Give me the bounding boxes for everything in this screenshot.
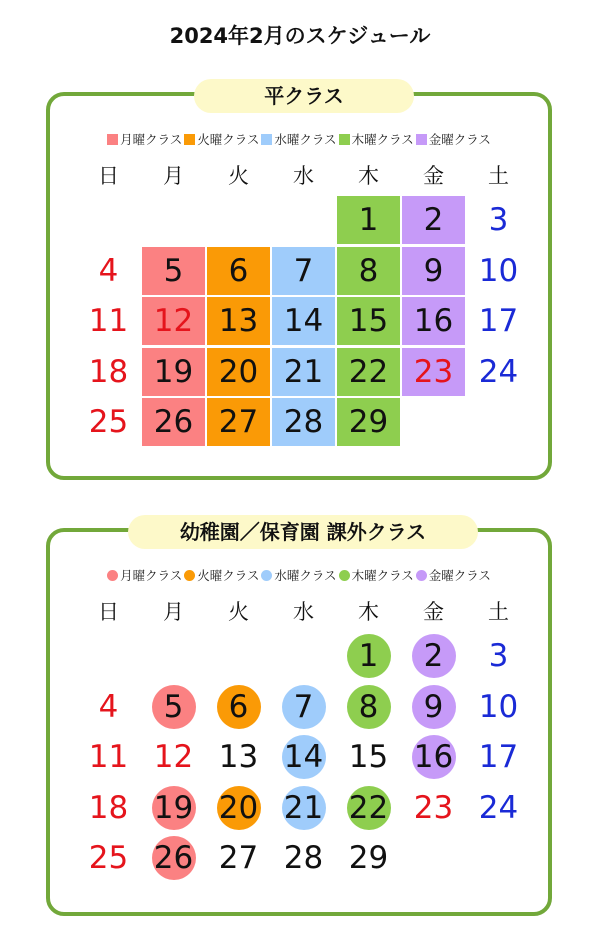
day-cell <box>272 834 335 882</box>
day-number: 19 <box>153 789 194 826</box>
day-number: 27 <box>218 404 259 440</box>
day-cell <box>337 297 400 345</box>
day-number: 6 <box>228 252 249 289</box>
day-cell <box>337 348 400 396</box>
calendar-title: 平クラス <box>194 79 414 113</box>
day-number: 25 <box>88 404 129 440</box>
day-cell <box>207 398 270 446</box>
day-cell <box>77 398 140 446</box>
day-cell <box>207 733 270 781</box>
day-cell <box>337 398 400 446</box>
legend-swatch <box>184 134 195 145</box>
day-cell <box>467 247 530 295</box>
weekday-header: 金 <box>423 600 444 624</box>
legend-label: 火曜クラス <box>197 568 260 583</box>
day-number: 5 <box>163 688 184 725</box>
day-number: 21 <box>283 353 324 390</box>
day-cell <box>207 247 270 295</box>
day-cell <box>77 348 140 396</box>
day-number: 28 <box>283 404 324 440</box>
legend-swatch <box>261 134 272 145</box>
day-number: 13 <box>218 303 259 339</box>
weekday-header: 日 <box>98 164 119 188</box>
day-cell <box>142 348 205 396</box>
day-cell <box>467 297 530 345</box>
day-number: 26 <box>153 840 194 876</box>
day-cell <box>272 784 335 832</box>
day-cell <box>467 683 530 731</box>
legend-item <box>107 130 182 148</box>
legend-swatch <box>261 570 272 581</box>
day-cell <box>207 683 270 731</box>
color-legend <box>50 566 548 584</box>
page-title: 2024年2月のスケジュール <box>169 24 431 48</box>
weekday-header: 火 <box>228 164 249 188</box>
day-number: 25 <box>88 840 129 876</box>
day-cell <box>467 733 530 781</box>
day-number: 2 <box>423 638 444 674</box>
day-number: 5 <box>163 252 184 289</box>
day-cell <box>272 348 335 396</box>
legend-item <box>107 566 182 584</box>
legend-swatch <box>339 570 350 581</box>
day-cell <box>272 683 335 731</box>
day-number: 24 <box>478 353 519 390</box>
day-cell <box>77 683 140 731</box>
legend-swatch <box>339 134 350 145</box>
weekday-header: 土 <box>488 164 509 188</box>
legend-swatch <box>416 570 427 581</box>
day-cell <box>207 348 270 396</box>
day-cell <box>142 784 205 832</box>
day-number: 3 <box>488 202 509 238</box>
day-cell <box>272 297 335 345</box>
day-cell <box>402 196 465 244</box>
day-number: 7 <box>293 688 314 725</box>
day-number: 15 <box>348 739 389 775</box>
day-number: 1 <box>358 202 379 238</box>
day-cell <box>272 247 335 295</box>
day-number: 28 <box>283 840 324 876</box>
legend-label: 木曜クラス <box>351 568 414 583</box>
weekday-header: 土 <box>488 600 509 624</box>
day-cell <box>77 247 140 295</box>
legend-item <box>339 566 414 584</box>
color-legend <box>50 130 548 148</box>
day-cell <box>337 196 400 244</box>
day-cell <box>402 733 465 781</box>
day-number: 20 <box>218 353 259 390</box>
day-cell <box>142 398 205 446</box>
day-cell <box>402 632 465 680</box>
day-cell <box>402 683 465 731</box>
day-cell <box>142 247 205 295</box>
legend-item <box>416 566 491 584</box>
day-cell <box>142 297 205 345</box>
day-cell <box>142 834 205 882</box>
day-number: 4 <box>98 688 119 725</box>
day-number: 3 <box>488 638 509 674</box>
day-cell <box>142 733 205 781</box>
day-number: 19 <box>153 353 194 390</box>
legend-item <box>184 566 259 584</box>
day-cell <box>337 733 400 781</box>
day-number: 18 <box>88 789 129 826</box>
day-cell <box>77 834 140 882</box>
day-number: 27 <box>218 840 259 876</box>
day-number: 26 <box>153 404 194 440</box>
weekday-header: 木 <box>358 600 379 624</box>
day-cell <box>467 348 530 396</box>
day-cell <box>337 632 400 680</box>
day-number: 13 <box>218 739 259 775</box>
weekday-header: 火 <box>228 600 249 624</box>
day-number: 8 <box>358 688 379 725</box>
day-number: 18 <box>88 353 129 390</box>
weekday-header: 月 <box>163 600 184 624</box>
legend-label: 火曜クラス <box>197 132 260 147</box>
day-number: 24 <box>478 789 519 826</box>
day-cell <box>207 784 270 832</box>
day-number: 6 <box>228 688 249 725</box>
day-number: 17 <box>478 739 519 775</box>
day-cell <box>77 297 140 345</box>
day-cell <box>142 683 205 731</box>
day-number: 21 <box>283 789 324 826</box>
day-cell <box>467 632 530 680</box>
day-number: 23 <box>413 789 454 826</box>
day-number: 1 <box>358 638 379 674</box>
day-number: 9 <box>423 688 444 725</box>
day-number: 15 <box>348 303 389 339</box>
legend-swatch <box>184 570 195 581</box>
day-number: 29 <box>348 404 389 440</box>
legend-item <box>416 130 491 148</box>
weekday-header: 金 <box>423 164 444 188</box>
legend-label: 水曜クラス <box>274 568 337 583</box>
legend-swatch <box>416 134 427 145</box>
day-number: 16 <box>413 739 454 775</box>
day-number: 22 <box>348 353 389 390</box>
legend-swatch <box>107 570 118 581</box>
legend-item <box>184 130 259 148</box>
day-number: 12 <box>153 739 194 775</box>
weekday-header: 木 <box>358 164 379 188</box>
legend-swatch <box>107 134 118 145</box>
day-number: 29 <box>348 840 389 876</box>
weekday-header: 日 <box>98 600 119 624</box>
weekday-header: 水 <box>293 600 314 624</box>
day-cell <box>77 784 140 832</box>
day-cell <box>402 297 465 345</box>
day-number: 14 <box>283 739 324 775</box>
day-number: 17 <box>478 303 519 339</box>
day-cell <box>207 297 270 345</box>
legend-label: 月曜クラス <box>120 132 183 147</box>
day-number: 9 <box>423 252 444 289</box>
legend-item <box>261 130 336 148</box>
weekday-header: 水 <box>293 164 314 188</box>
day-number: 11 <box>88 303 129 339</box>
regular-class-calendar <box>46 84 552 480</box>
legend-label: 金曜クラス <box>428 132 491 147</box>
legend-item <box>339 130 414 148</box>
legend-item <box>261 566 336 584</box>
day-number: 2 <box>423 202 444 238</box>
day-cell <box>337 784 400 832</box>
legend-label: 月曜クラス <box>120 568 183 583</box>
day-number: 16 <box>413 303 454 339</box>
day-number: 7 <box>293 252 314 289</box>
day-cell <box>337 683 400 731</box>
day-cell <box>402 247 465 295</box>
day-number: 10 <box>478 688 519 725</box>
legend-label: 金曜クラス <box>428 568 491 583</box>
day-number: 22 <box>348 789 389 826</box>
weekday-header: 月 <box>163 164 184 188</box>
day-number: 4 <box>98 252 119 289</box>
day-number: 11 <box>88 739 129 775</box>
kindergarten-class-calendar <box>46 520 552 916</box>
day-cell <box>467 196 530 244</box>
day-cell <box>77 733 140 781</box>
day-number: 8 <box>358 252 379 289</box>
day-cell <box>402 348 465 396</box>
day-cell <box>337 247 400 295</box>
day-number: 20 <box>218 789 259 826</box>
day-cell <box>467 784 530 832</box>
day-number: 12 <box>153 303 194 339</box>
day-cell <box>207 834 270 882</box>
day-number: 10 <box>478 252 519 289</box>
day-number: 23 <box>413 353 454 390</box>
day-cell <box>337 834 400 882</box>
day-cell <box>402 784 465 832</box>
legend-label: 木曜クラス <box>351 132 414 147</box>
legend-label: 水曜クラス <box>274 132 337 147</box>
day-cell <box>272 733 335 781</box>
day-cell <box>272 398 335 446</box>
day-number: 14 <box>283 303 324 339</box>
calendar-title: 幼稚園／保育園 課外クラス <box>128 515 478 549</box>
